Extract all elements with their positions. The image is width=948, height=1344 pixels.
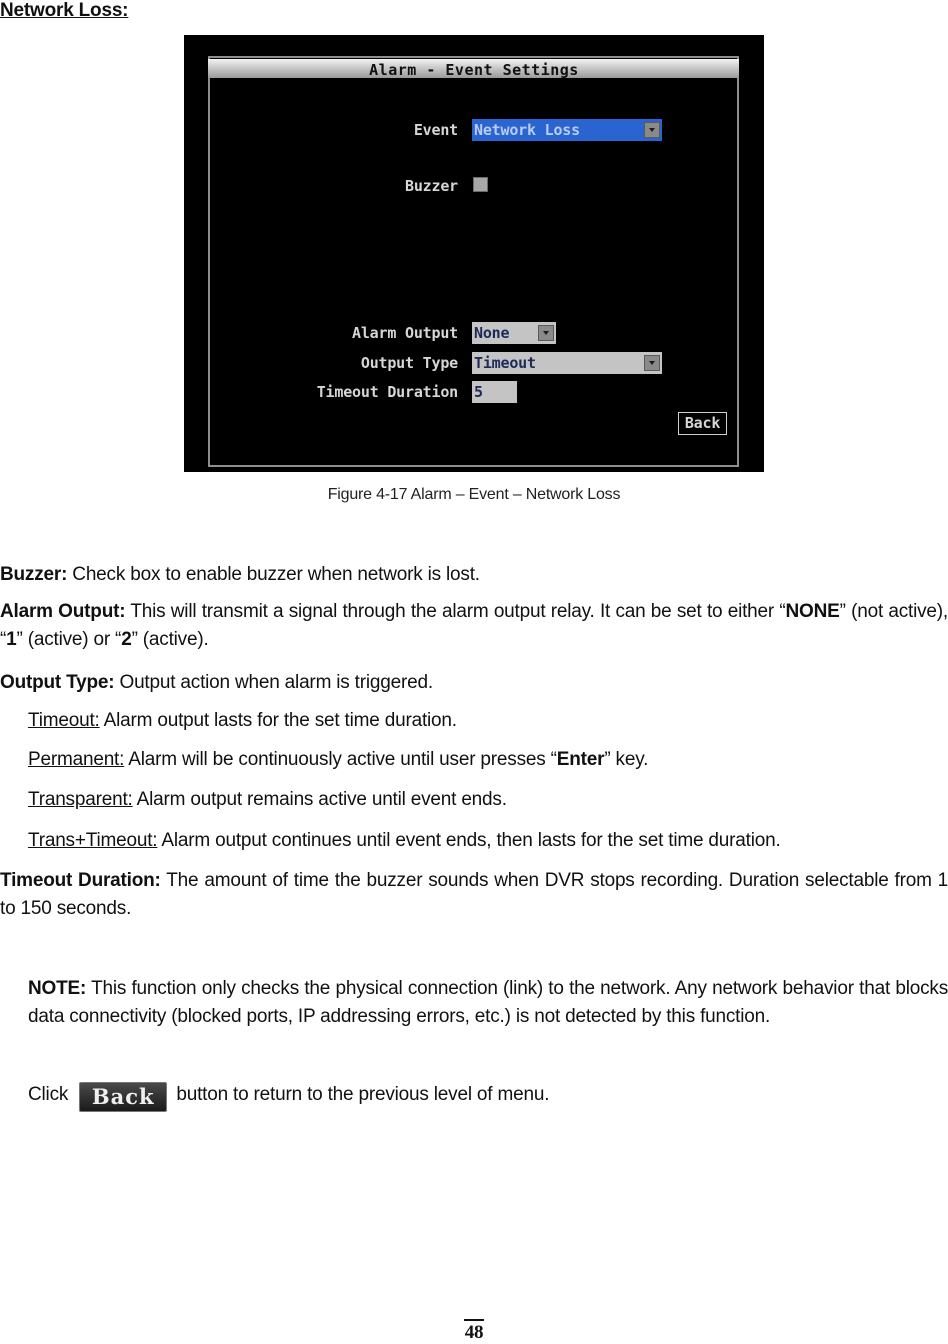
timeout-duration-text: The amount of time the buzzer sounds when DVR stops recording. Duration selectable from 1 to 150 seconds.	[0, 870, 948, 919]
alarm-output-text: ” (active) or “	[16, 629, 122, 650]
note-paragraph	[28, 975, 948, 1031]
section-heading: Network Loss:	[0, 0, 129, 21]
output-type-label: Output Type	[360, 354, 458, 372]
alarm-output-term: Alarm Output:	[0, 601, 126, 622]
alarm-output-text: This will transmit a signal through the alarm output relay. It can be set to either “	[125, 601, 786, 622]
alarm-output-select[interactable]	[472, 322, 556, 344]
permanent-term: Permanent:	[28, 749, 125, 770]
transparent-description	[28, 786, 948, 814]
timeout-duration-value: 5	[474, 383, 483, 401]
buzzer-description	[0, 561, 948, 589]
back-button-image[interactable]: Back	[79, 1082, 167, 1112]
timeout-term: Timeout:	[28, 710, 100, 731]
output-type-term: Output Type:	[0, 672, 115, 693]
event-select[interactable]	[472, 119, 662, 141]
timeout-description	[28, 707, 948, 735]
chevron-down-icon	[644, 122, 660, 138]
menu-title: Alarm - Event Settings	[369, 61, 579, 79]
output-type-description	[0, 669, 948, 697]
click-text: button to return to the previous level of menu.	[171, 1084, 550, 1105]
click-back-instruction	[28, 1081, 948, 1112]
click-text: Click	[28, 1084, 74, 1105]
option-none: NONE	[785, 601, 840, 622]
page-number: 48	[464, 1322, 484, 1343]
timeout-duration-label: Timeout Duration	[316, 383, 458, 401]
back-button[interactable]: Back	[678, 412, 727, 435]
alarm-output-description	[0, 598, 948, 654]
permanent-text: Alarm will be continuously active until user presses “	[124, 749, 557, 770]
figure-caption: Figure 4-17 Alarm – Event – Network Loss	[327, 486, 621, 503]
trans-timeout-text: Alarm output continues until event ends, then lasts for the set time duration.	[157, 830, 781, 851]
alarm-output-text: ” (not active), “	[0, 601, 948, 650]
output-type-select[interactable]	[472, 352, 662, 374]
trans-timeout-term: Trans+Timeout:	[28, 830, 158, 851]
chevron-down-icon	[538, 325, 554, 341]
output-type-text: Output action when alarm is triggered.	[114, 672, 433, 693]
alarm-output-text: ” (active).	[131, 629, 209, 650]
menu-frame	[208, 56, 739, 467]
event-label: Event	[413, 121, 458, 139]
timeout-duration-term: Timeout Duration:	[0, 870, 161, 891]
buzzer-checkbox[interactable]	[473, 177, 488, 192]
note-text: This function only checks the physical connection (link) to the network. Any network behavior that blocks data connectivity (blocked ports, IP addressing errors, etc.) is not detected by this function.	[28, 978, 948, 1027]
timeout-duration-description	[0, 867, 948, 923]
chevron-down-icon	[644, 355, 660, 371]
permanent-text: ” key.	[604, 749, 649, 770]
note-term: NOTE:	[28, 978, 87, 999]
timeout-duration-field[interactable]	[472, 381, 517, 403]
output-type-value: Timeout	[474, 354, 536, 372]
buzzer-term: Buzzer:	[0, 564, 68, 585]
trans-timeout-description	[28, 827, 948, 855]
alarm-output-label: Alarm Output	[352, 324, 458, 342]
alarm-output-value: None	[474, 324, 510, 342]
option-2: 2	[121, 629, 132, 650]
timeout-text: Alarm output lasts for the set time duration.	[99, 710, 457, 731]
buzzer-text: Check box to enable buzzer when network is lost.	[67, 564, 480, 585]
enter-key: Enter	[556, 749, 605, 770]
alarm-event-settings-screenshot	[184, 35, 764, 472]
buzzer-label: Buzzer	[405, 177, 458, 195]
event-select-value: Network Loss	[474, 121, 580, 139]
transparent-text: Alarm output remains active until event ends.	[132, 789, 507, 810]
transparent-term: Transparent:	[28, 789, 133, 810]
permanent-description	[28, 746, 948, 774]
page-number-rule	[464, 1319, 484, 1321]
option-1: 1	[6, 629, 17, 650]
